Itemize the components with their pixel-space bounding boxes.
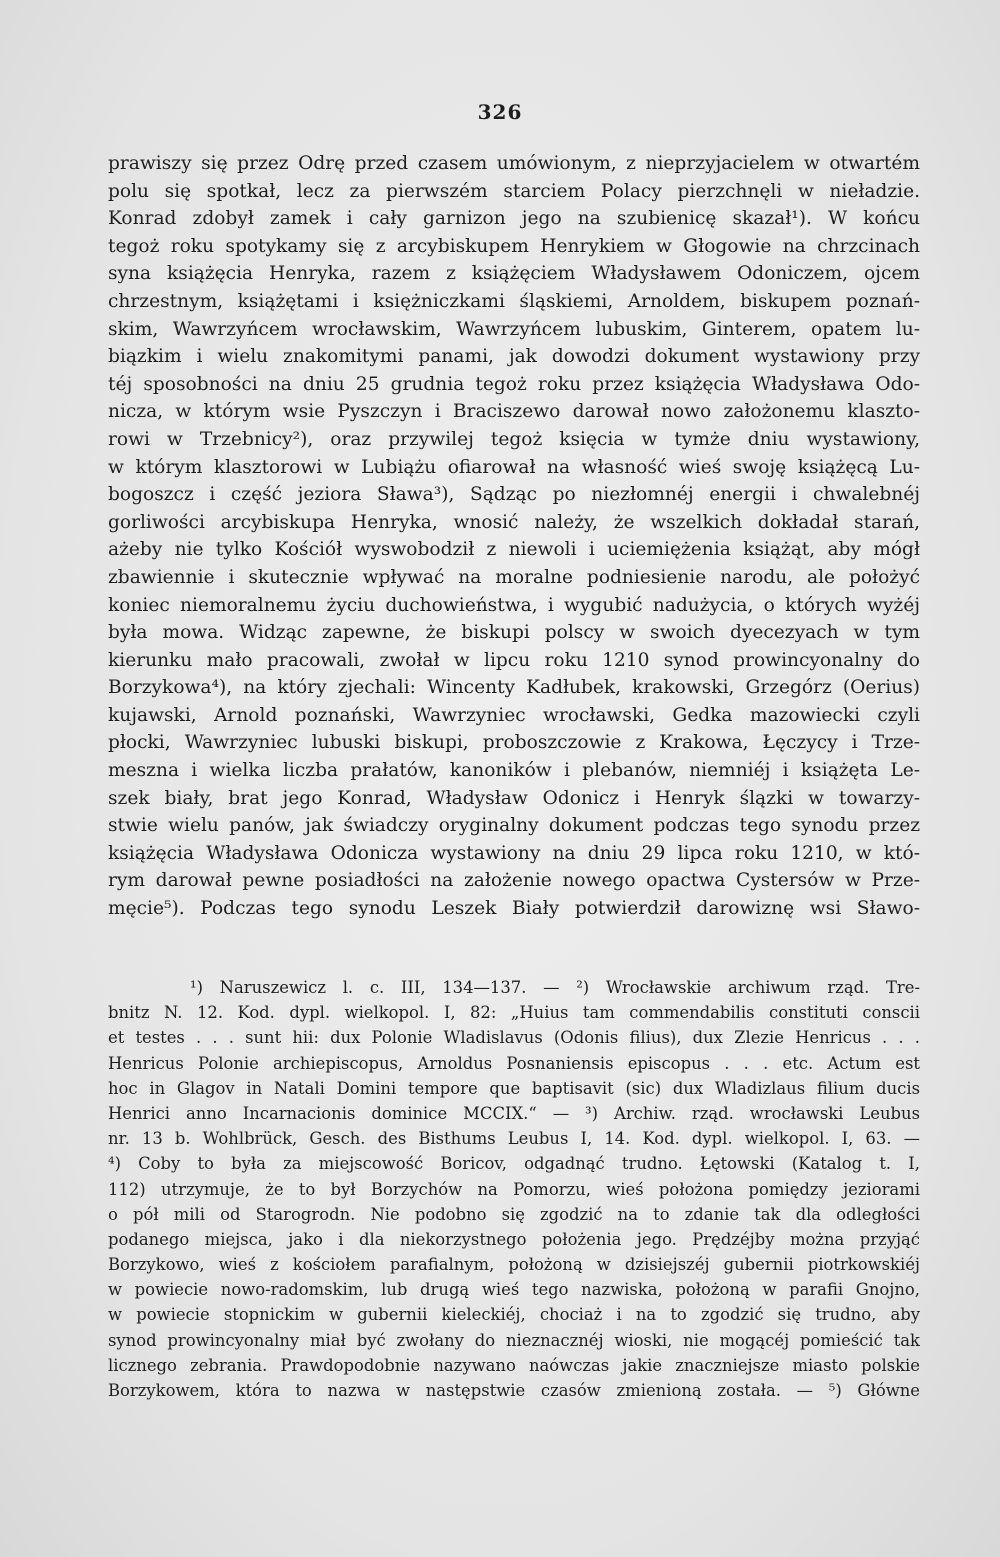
footnote-line: Henricus Polonie archiepiscopus, Arnoldus Posnaniensis episcopus . . . etc. Actum est [108, 1053, 920, 1073]
footnote-line: et testes . . . sunt hii: dux Polonie Wladislavus (Odonis filius), dux Zlezie Henricus . . . [108, 1028, 920, 1048]
footnote-line: o pół mili od Starogrodn. Nie podobno się zgodzić na to zdanie tak dla odległości [108, 1204, 920, 1224]
footnote-line: hoc in Glagov in Natali Domini tempore que baptisavit (sic) dux Wladizlaus filium ducis [108, 1078, 920, 1098]
footnotes [108, 975, 920, 1403]
text-line: polu się spotkał, lecz za pierwszém starciem Polacy pierzchnęli w nieładzie. [108, 180, 920, 202]
text-line: stwie wielu panów, jak świadczy oryginalny dokument podczas tego synodu przez [108, 815, 920, 837]
footnote-line: bnitz N. 12. Kod. dypl. wielkopol. I, 82: „Huius tam commendabilis constituti conscii [108, 1003, 920, 1023]
text-line: gorliwości arcybiskupa Henryka, wnosić należy, że wszelkich dokładał starań, [108, 511, 920, 533]
text-line: syna książęcia Henryka, razem z książęciem Władysławem Odoniczem, ojcem [108, 263, 920, 285]
text-line: nicza, w którym wsie Pyszczyn i Braciszewo darował nowo założonemu klaszto- [108, 401, 920, 423]
footnote-line: podanego miejsca, jako i dla niekorzystnego położenia jego. Prędzéjby można przyjąć [108, 1229, 920, 1249]
footnote-line: Henrici anno Incarnacionis dominice MCCIX.“ — ³) Archiw. rząd. wrocławski Leubus [108, 1103, 920, 1123]
footnote-line: ⁴) Coby to była za miejscowość Boricov, odgadnąć trudno. Łętowski (Katalog t. I, [108, 1154, 920, 1174]
footnote-line: Borzykowo, wieś z kościołem parafialnym, położoną w dzisiejszéj gubernii piotrkowskiéj [108, 1255, 920, 1275]
text-line: zbawiennie i skutecznie wpływać na moralne podniesienie narodu, ale położyć [108, 566, 920, 588]
text-line: prawiszy się przez Odrę przed czasem umówionym, z nieprzyjacielem w otwartém [108, 153, 920, 174]
text-line: tegoż roku spotykamy się z arcybiskupem Henrykiem w Głogowie na chrzcinach [108, 235, 920, 257]
footnote-line: Borzykowem, która to nazwa w następstwie czasów zmienioną została. — ⁵) Główne [108, 1381, 920, 1400]
text-line: biązkim i wielu znakomitymi panami, jak dowodzi dokument wystawiony przy [108, 346, 920, 368]
text-line: Konrad zdobył zamek i cały garnizon jego na szubienicę skazał¹). W końcu [108, 208, 920, 230]
text-line: kujawski, Arnold poznański, Wawrzyniec wrocławski, Gedka mazowiecki czyli [108, 704, 920, 726]
text-line: rym darował pewne posiadłości na założenie nowego opactwa Cystersów w Prze- [108, 870, 920, 892]
footnote-line: synod prowincyonalny miał być zwołany do nieznacznéj wioski, nie mogącéj pomieścić tak [108, 1330, 920, 1350]
page-number: 326 [477, 100, 523, 124]
text-line: chrzestnym, książętami i księżniczkami śląskiemi, Arnoldem, biskupem poznań- [108, 290, 920, 312]
footnote-line: ¹) Naruszewicz l. c. III, 134—137. — ²) Wrocławskie archiwum rząd. Tre- [190, 978, 920, 997]
main-text [108, 150, 920, 923]
text-line: meszna i wielka liczba prałatów, kanoników i plebanów, niemniéj i książęta Le- [108, 760, 920, 782]
text-line: Borzykowa⁴), na który zjechali: Wincenty Kadłubek, krakowski, Grzegórz (Oerius) [108, 677, 920, 699]
text-line: męcie⁵). Podczas tego synodu Leszek Biały potwierdził darowiznę wsi Sławo- [108, 898, 920, 920]
text-line: téj sposobności na dniu 25 grudnia tegoż roku przez książęcia Władysława Odo- [108, 373, 920, 395]
text-line: w którym klasztorowi w Lubiążu ofiarował na własność wieś swoję książęcą Lu- [108, 456, 920, 478]
footnote-line: w powiecie nowo-radomskim, lub drugą wieś tego nazwiska, położoną w parafii Gnojno, [108, 1280, 920, 1300]
text-line: rowi w Trzebnicy²), oraz przywilej tegoż księcia w tymże dniu wystawiony, [108, 428, 920, 450]
text-line: szek biały, brat jego Konrad, Władysław Odonicz i Henryk ślązki w towarzy- [108, 787, 920, 809]
text-line: książęcia Władysława Odonicza wystawiony na dniu 29 lipca roku 1210, w któ- [108, 842, 920, 864]
text-line: ażeby nie tylko Kościół wyswobodził z niewoli i uciemiężenia książąt, aby mógł [108, 539, 920, 561]
footnote-line: licznego zebrania. Prawdopodobnie nazywano naówczas jakie znaczniejsze miasto polskie [108, 1355, 920, 1375]
text-line: koniec niemoralnemu życiu duchowieństwa, i wygubić nadużycia, o których wyżéj [108, 594, 920, 616]
text-line: płocki, Wawrzyniec lubuski biskupi, proboszczowie z Krakowa, Łęczycy i Trze- [108, 732, 920, 754]
text-line: bogoszcz i część jeziora Sława³), Sądząc po niezłomnéj energii i chwalebnéj [108, 484, 920, 506]
text-line: skim, Wawrzyńcem wrocławskim, Wawrzyńcem lubuskim, Ginterem, opatem lu- [108, 318, 920, 340]
text-line: była mowa. Widząc zapewne, że biskupi polscy w swoich dyecezyach w tym [108, 622, 920, 644]
footnote-line: w powiecie stopnickim w gubernii kieleckiéj, chociaż i na to zgodzić się trudno, aby [108, 1305, 920, 1325]
footnote-line: nr. 13 b. Wohlbrück, Gesch. des Bisthums Leubus I, 14. Kod. dypl. wielkopol. I, 63. — [108, 1129, 920, 1149]
text-line: kierunku mało pracowali, zwołał w lipcu roku 1210 synod prowincyonalny do [108, 649, 920, 671]
footnote-line: 112) utrzymuje, że to był Borzychów na Pomorzu, wieś położona pomiędzy jeziorami [108, 1179, 920, 1199]
